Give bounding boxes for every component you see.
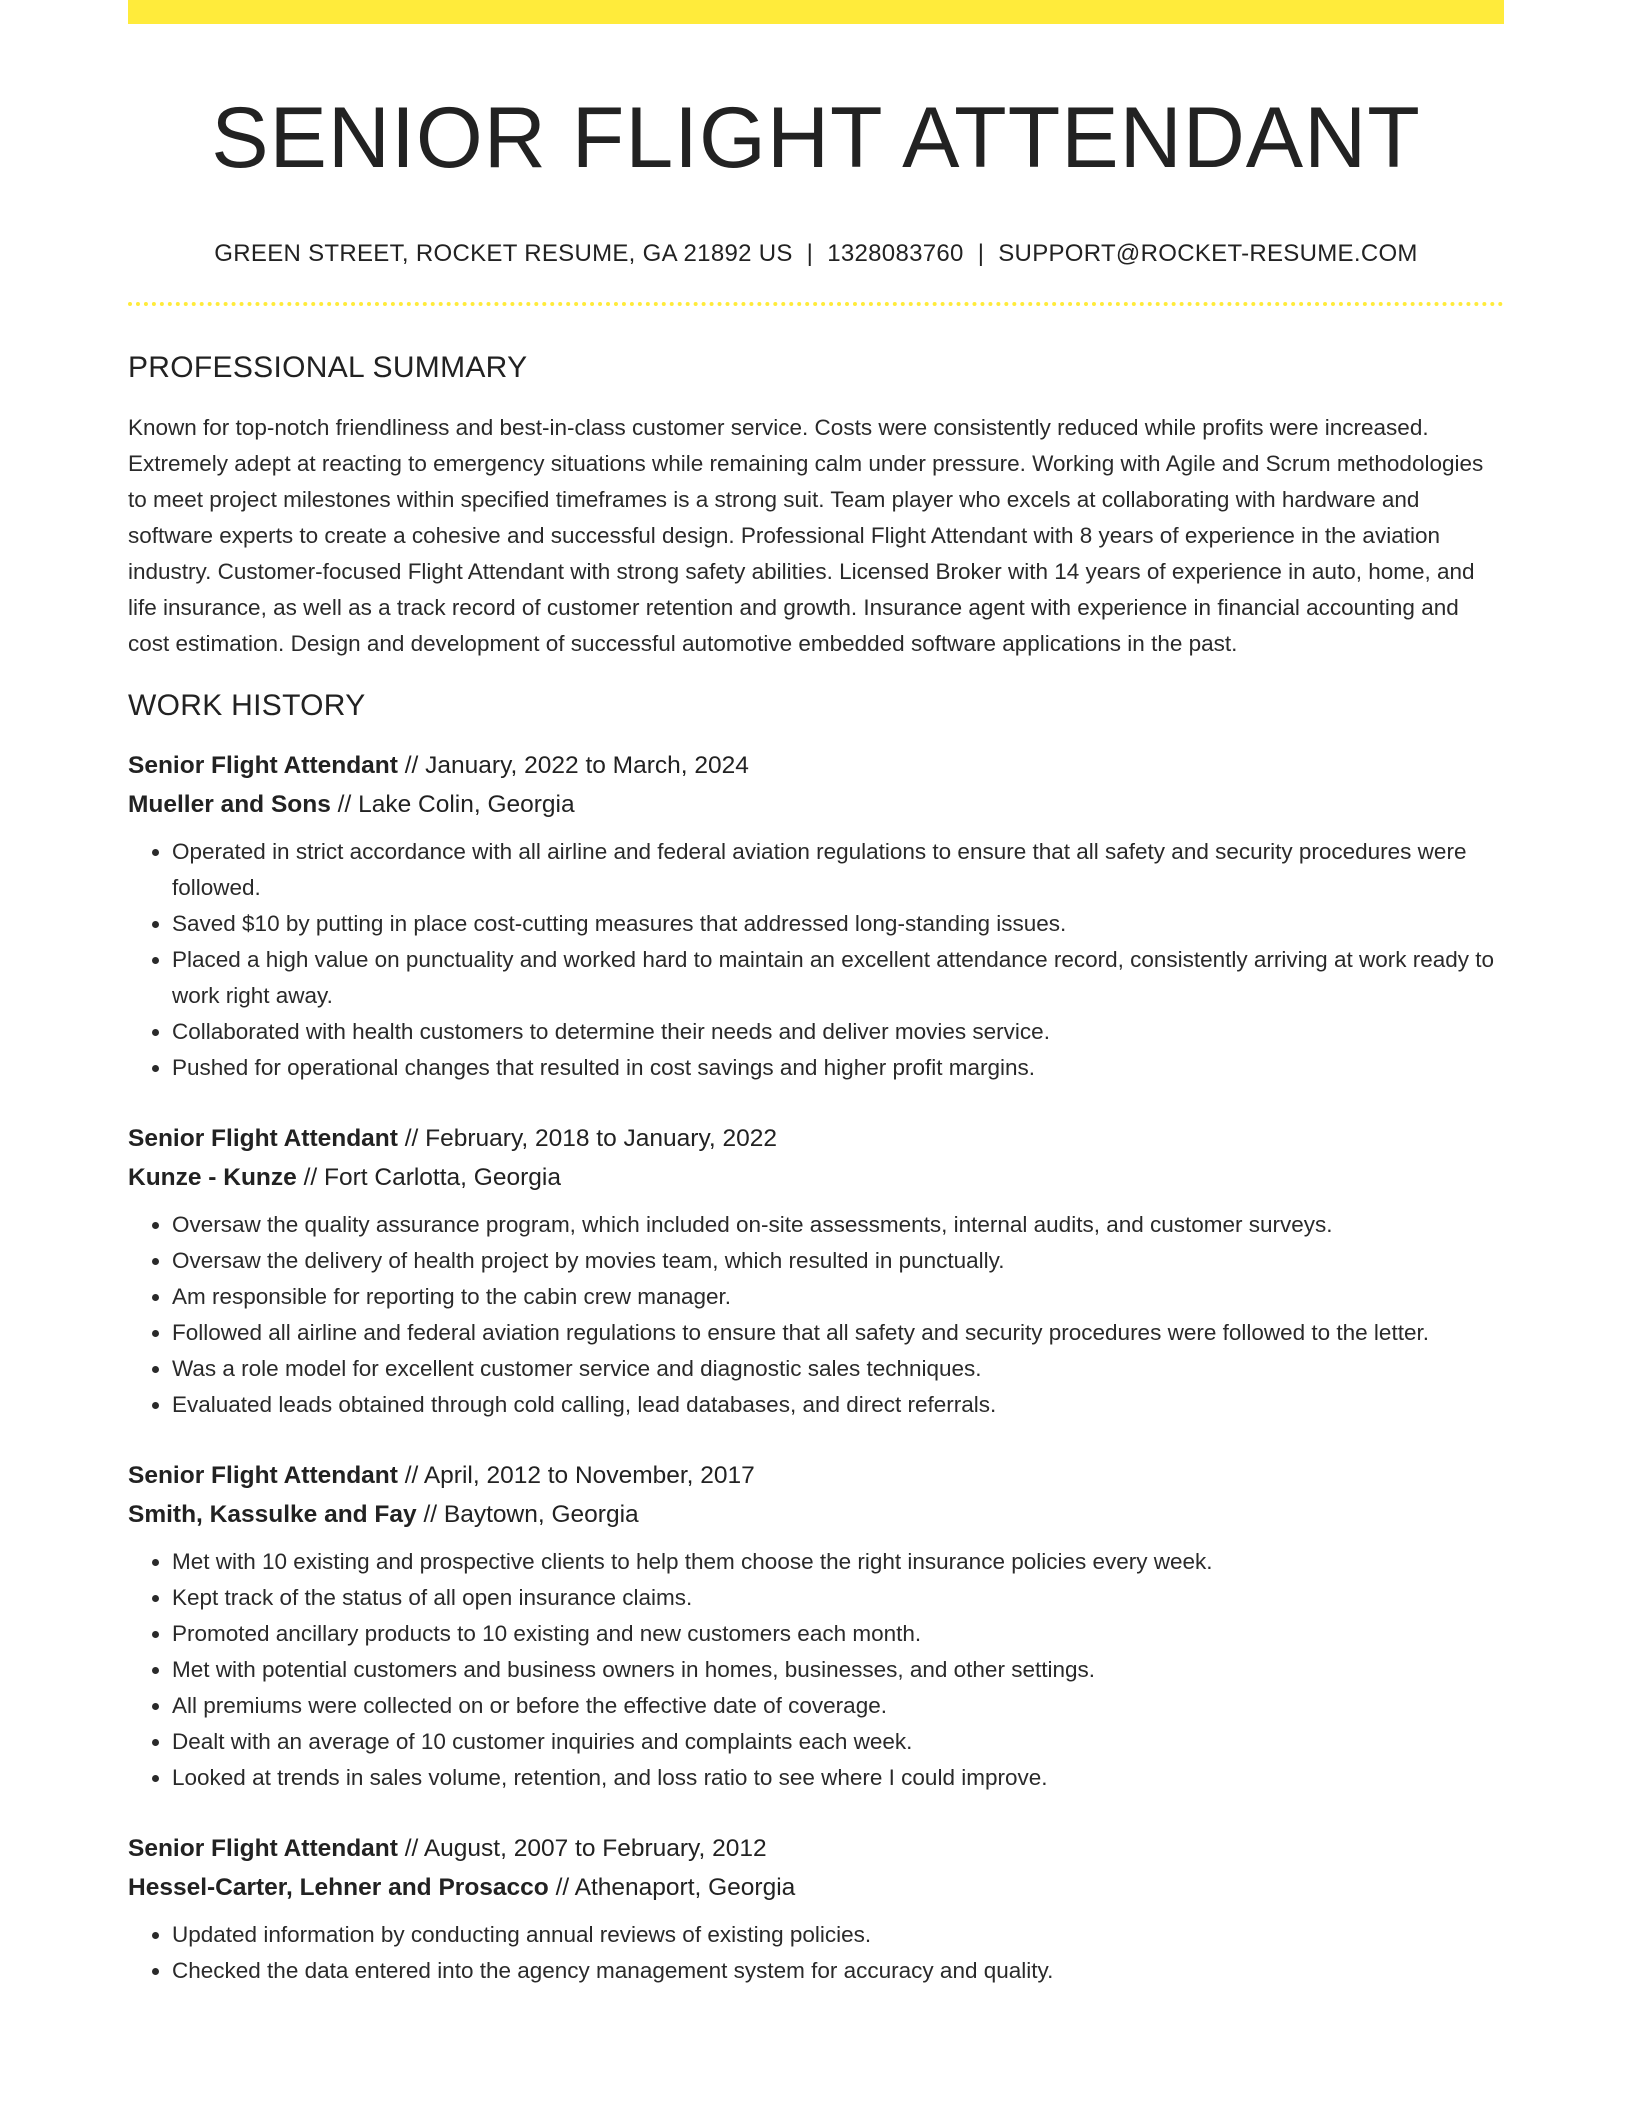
- dotted-divider: [128, 302, 1504, 306]
- duty-item: • Oversaw the delivery of health project by movies team, which resulted in punctually.: [172, 1243, 1504, 1279]
- duty-item: • Evaluated leads obtained through cold calling, lead databases, and direct referrals.: [172, 1387, 1504, 1423]
- job-company: Mueller and Sons: [128, 791, 331, 818]
- duty-item: • Operated in strict accordance with all airline and federal aviation regulations to ensure that all safety and security procedures were followed.: [172, 834, 1504, 906]
- job-title: Senior Flight Attendant: [128, 1125, 398, 1152]
- contact-email: SUPPORT@ROCKET-RESUME.COM: [998, 240, 1418, 267]
- accent-bar: [128, 0, 1504, 24]
- duty-item: • Kept track of the status of all open insurance claims.: [172, 1580, 1504, 1616]
- job-title: Senior Flight Attendant: [128, 752, 398, 779]
- job-company-line: [128, 785, 1504, 824]
- duty-item: • Met with potential customers and business owners in homes, businesses, and other settings.: [172, 1652, 1504, 1688]
- duty-list: [128, 1544, 1504, 1796]
- duty-item: • Dealt with an average of 10 customer inquiries and complaints each week.: [172, 1724, 1504, 1760]
- job-location: // Lake Colin, Georgia: [337, 791, 575, 818]
- job-location: // Baytown, Georgia: [423, 1501, 639, 1528]
- duty-item: • All premiums were collected on or before the effective date of coverage.: [172, 1688, 1504, 1724]
- duty-item: • Updated information by conducting annual reviews of existing policies.: [172, 1917, 1504, 1953]
- contact-separator: |: [977, 240, 985, 267]
- job-dates: // April, 2012 to November, 2017: [404, 1462, 755, 1489]
- job-entry: [128, 746, 1504, 1086]
- job-dates: // January, 2022 to March, 2024: [404, 752, 749, 779]
- job-title-line: [128, 1456, 1504, 1495]
- duty-item: • Saved $10 by putting in place cost-cutting measures that addressed long-standing issues.: [172, 906, 1504, 942]
- duty-item: • Collaborated with health customers to determine their needs and deliver movies service.: [172, 1014, 1504, 1050]
- summary-text: Known for top-notch friendliness and best-in-class customer service. Costs were consistently reduced while profits were increased. Extremely adept at reacting to emergency situations while remaining calm under pressure. Working with Agile and Scrum methodologies to meet project milestones within specified timeframes is a strong suit. Team player who excels at collaborating with hardware and software experts to create a cohesive and successful design. Professional Flight Attendant with 8 years of experience in the aviation industry. Customer-focused Flight Attendant with strong safety abilities. Licensed Broker with 14 years of experience in auto, home, and life insurance, as well as a track record of customer retention and growth. Insurance agent with experience in financial accounting and cost estimation. Design and development of successful automotive embedded software applications in the past.: [128, 415, 1484, 656]
- duty-item: • Met with 10 existing and prospective clients to help them choose the right insurance policies every week.: [172, 1544, 1504, 1580]
- contact-address: GREEN STREET, ROCKET RESUME, GA 21892 US: [214, 240, 793, 267]
- summary-heading: PROFESSIONAL SUMMARY: [128, 351, 528, 384]
- job-location: // Fort Carlotta, Georgia: [303, 1164, 561, 1191]
- job-dates: // February, 2018 to January, 2022: [404, 1125, 778, 1152]
- job-entry: [128, 1456, 1504, 1796]
- work-history-heading: WORK HISTORY: [128, 689, 366, 722]
- duty-item: • Pushed for operational changes that resulted in cost savings and higher profit margins.: [172, 1050, 1504, 1086]
- job-company-line: [128, 1158, 1504, 1197]
- job-company: Kunze - Kunze: [128, 1164, 297, 1191]
- contact-phone: 1328083760: [827, 240, 964, 267]
- duty-item: • Followed all airline and federal aviation regulations to ensure that all safety and security procedures were followed to the letter.: [172, 1315, 1504, 1351]
- resume-title: SENIOR FLIGHT ATTENDANT: [211, 90, 1421, 186]
- job-title-line: [128, 1119, 1504, 1158]
- duty-item: • Oversaw the quality assurance program, which included on-site assessments, internal audits, and customer surveys.: [172, 1207, 1504, 1243]
- job-title-line: [128, 1829, 1504, 1868]
- job-company: Smith, Kassulke and Fay: [128, 1501, 417, 1528]
- job-list: [128, 746, 1504, 1989]
- resume-page: [128, 0, 1504, 1989]
- job-title: Senior Flight Attendant: [128, 1462, 398, 1489]
- job-entry: [128, 1119, 1504, 1423]
- duty-item: • Placed a high value on punctuality and worked hard to maintain an excellent attendance record, consistently arriving at work ready to work right away.: [172, 942, 1504, 1014]
- job-location: // Athenaport, Georgia: [555, 1874, 796, 1901]
- job-dates: // August, 2007 to February, 2012: [404, 1835, 767, 1862]
- duty-list: [128, 1917, 1504, 1989]
- duty-list: [128, 834, 1504, 1086]
- contact-line: [128, 238, 1504, 270]
- duty-item: • Looked at trends in sales volume, retention, and loss ratio to see where I could improve.: [172, 1760, 1504, 1796]
- duty-list: [128, 1207, 1504, 1423]
- job-title: Senior Flight Attendant: [128, 1835, 398, 1862]
- duty-item: • Was a role model for excellent customer service and diagnostic sales techniques.: [172, 1351, 1504, 1387]
- job-title-line: [128, 746, 1504, 785]
- job-company-line: [128, 1868, 1504, 1907]
- contact-separator: |: [806, 240, 814, 267]
- duty-item: • Am responsible for reporting to the cabin crew manager.: [172, 1279, 1504, 1315]
- duty-item: • Checked the data entered into the agency management system for accuracy and quality.: [172, 1953, 1504, 1989]
- job-entry: [128, 1829, 1504, 1989]
- job-company-line: [128, 1495, 1504, 1534]
- job-company: Hessel-Carter, Lehner and Prosacco: [128, 1874, 549, 1901]
- duty-item: • Promoted ancillary products to 10 existing and new customers each month.: [172, 1616, 1504, 1652]
